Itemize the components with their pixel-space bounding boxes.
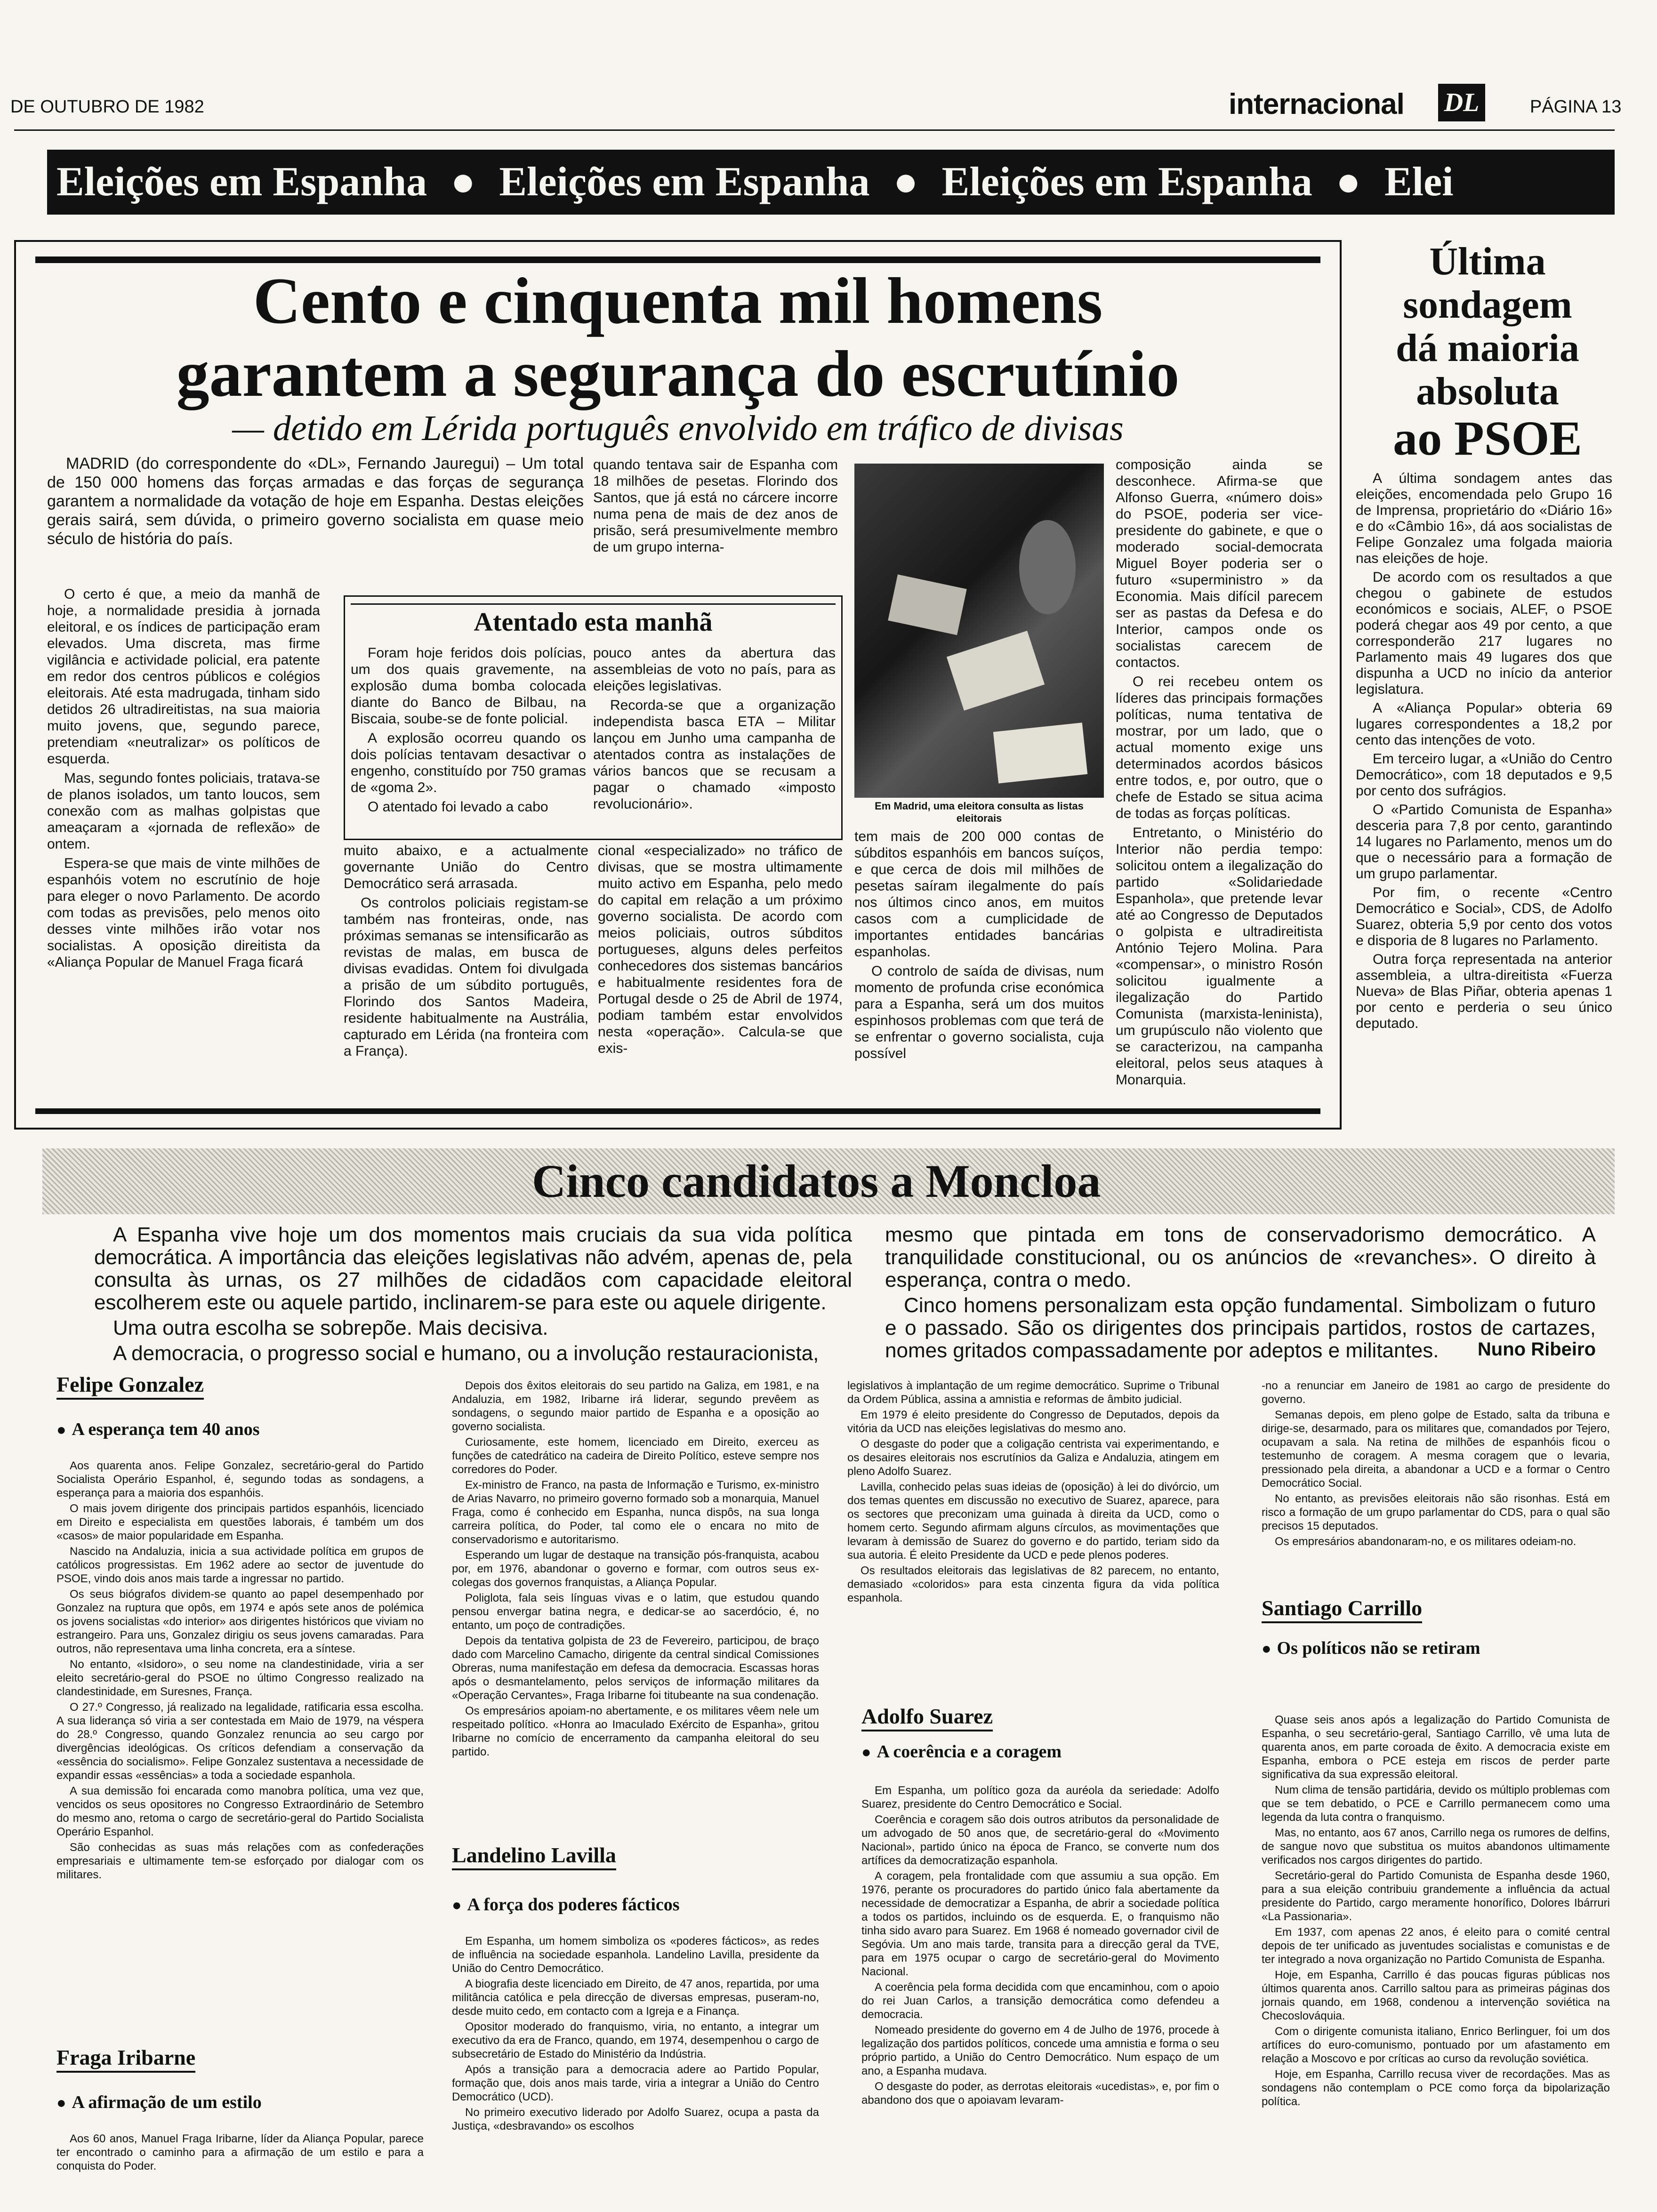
lavilla-body-continued: legislativos à implantação de um regime democrático. Suprime o Tribunal da Ordem Pública, assina a amnistia e reformas de âmbito judicial. Em 1979 é eleito presidente do Congresso de Deputados, depois da vitória da UCD nas eleições legislativas do mesmo ano. O desgaste do poder que a coligação centrista vai experimentando, e os desaires eleitorais nos escrutínios da Galiza e Andaluzia, atingem em pleno Adolfo Suarez. Lavilla, conhecido pelas suas ideias de (oposição) à lei do divórcio, um dos temas quentes em discussão no executivo de Suarez, aparece, para os sectores que preconizam uma guinada à direita da UCD, como o homem certo. Segundo afirmam alguns círculos, as movimentações que levaram à demissão de Suarez do governo e do partido, teriam sido da sua autoria. É eleito Presidente da UCD e pede plenos poderes. Os resultados eleitorais das legislativas de 82 parecem, no entanto, demasiado «coloridos» para esta cinzenta figura da vida política espanhola. xyxy=(847,1379,1219,1604)
sidebar-headline-line: ao PSOE xyxy=(1393,411,1582,465)
attack-box-col-1: Foram hoje feridos dois polícias, um dos quais gravemente, na explosão duma bomba colocada diante do Banco de Bilbau, na Biscaia, soube-se de fonte policial. A explosão ocorreu quando os dois polícias tentavam desactivar o engenho, constituído por 750 gramas de «goma 2». O atentado foi levado a cabo xyxy=(351,645,586,815)
suarez-heading: Adolfo Suarez xyxy=(861,1704,993,1731)
bullet-icon: ● xyxy=(1262,1640,1271,1658)
lavilla-heading: Landelino Lavilla xyxy=(452,1843,616,1870)
lavilla-kicker xyxy=(452,1894,680,1915)
bullet-icon: ● xyxy=(452,1897,462,1914)
lavilla-kicker-text: A força dos poderes fácticos xyxy=(467,1895,680,1915)
subheadline: — detido em Lérida português envolvido em tráfico de divisas xyxy=(232,409,1124,448)
sidebar-headline-line: Última xyxy=(1429,240,1546,283)
elections-banner xyxy=(47,150,1615,215)
sidebar-headline xyxy=(1356,240,1619,464)
gonzalez-heading: Felipe Gonzalez xyxy=(56,1372,204,1400)
carrillo-body: Quase seis anos após a legalização do Partido Comunista de Espanha, o seu secretário-geral, Santiago Carrillo, vê uma luta de quarenta anos, em parte coroada de êxito. A democracia existe em Espanha, embora o PCE esteja em riscos de perder parte significativa da sua expressão eleitoral. Num clima de tensão partidária, devido os múltiplo problemas com que se tem debatido, o PCE e Carrillo permanecem como uma legenda da luta contra o franquismo. Mas, no entanto, aos 67 anos, Carrillo nega os rumores de delfins, de sangue novo que substitua os muitos abandonos ultimamente verificados nos cargos dirigentes do partido. Secretário-geral do Partido Comunista de Espanha desde 1960, para a sua eleição contribuiu grandemente a influência da actual presidente do Partido, cargo meramente honorífico, Dolores Ibárruri «La Passionaria». Em 1937, com apenas 22 anos, é eleito para o comité central depois de ter unificado as juventudes socialistas e comunistas e de ter integrado a nova organização no Partido Comunista de Espanha. Hoje, em Espanha, Carrillo é das poucas figuras públicas nos últimos quarenta anos. Carrillo saltou para as primeiras páginas dos jornais quando, em 1968, condenou a intervenção soviética na Checoslováquia. Com o dirigente comunista italiano, Enrico Berlinguer, foi um dos artífices do euro-comunismo, pontuado por um afastamento em relação a Moscovo e por críticas ao curso da revolução soviética. Hoje, em Espanha, Carrillo recusa viver de recordações. Mas as sondagens não contemplam o PCE como força da bipolarização política. xyxy=(1262,1714,1610,2108)
sidebar-headline-line: absoluta xyxy=(1416,369,1559,413)
carrillo-kicker-text: Os políticos não se retiram xyxy=(1277,1638,1480,1658)
fraga-body: Aos 60 anos, Manuel Fraga Iribarne, líder da Aliança Popular, parece ter encontrado o caminho para a afirmação de um estilo e para a conquista do Poder. xyxy=(56,2132,424,2172)
fraga-heading: Fraga Iribarne xyxy=(56,2045,195,2073)
main-col-4-bottom: tem mais de 200 000 contas de súbditos espanhóis em bancos suíços, e que cerca de dois mil milhões de pesetas saíram ilegalmente do país nos últimos cinco anos, em muitos casos com a cumplicidade de importantes entidades bancárias espanholas. O controlo de saída de divisas, num momento de profunda crise económica para a Espanha, será um dos muitos espinhosos problemas com que terá de se enfrentar o governo socialista, cuja possível xyxy=(854,829,1104,1061)
banner-item: Eleições em Espanha xyxy=(56,159,427,205)
main-col-1: O certo é que, a meio da manhã de hoje, a normalidade presidia à jornada eleitoral, e os índices de participação eram elevados. Uma discreta, mas firme vigilância e actividade policial, era patente em redor dos centros públicos e colégios eleitorais. Até esta madrugada, tinham sido detidos 26 ultradireitistas, na sua maioria muito jovens, que, segundo parece, pretendiam «neutralizar» os políticos de esquerda. Mas, segundo fontes policiais, tratava-se de planos isolados, um tanto loucos, sem conexão com as malhas golpistas que ameaçaram a «jornada de reflexão» de ontem. Espera-se que mais de vinte milhões de espanhóis votem no escrutínio de hoje para eleger o novo Parlamento. De acordo com todas as previsões, pelo menos oito desses vinte milhões irão votar nos socialistas. A oposição direitista da «Aliança Popular de Manuel Fraga ficará xyxy=(47,586,320,970)
fraga-body-continued: Depois dos êxitos eleitorais do seu partido na Galiza, em 1981, e na Andaluzia, em 1982, Iribarne irá liderar, segundo prevêem as sondagens, o segundo maior partido de Espanha e a oposição ao governo socialista. Curiosamente, este homem, licenciado em Direito, exerceu as funções de catedrático na cadeira de Direito Político, esteve sempre nos corredores do Poder. Ex-ministro de Franco, na pasta de Informação e Turismo, ex-ministro de Arias Navarro, no primeiro governo formado sob a monarquia, Manuel Fraga, como é conhecido em Espanha, nunca dispôs, na sua longa carreira política, do Poder, tal como ele o encara no mito de conservadorismo e autoritarismo. Esperando um lugar de destaque na transição pós-franquista, acabou por, em 1976, abandonar o governo e formar, com outros seus ex-colegas dos governos franquistas, a Aliança Popular. Poliglota, fala seis línguas vivas e o latim, que estudou quando pensou envergar batina negra, e dedicar-se ao sacerdócio, é, no entanto, um poço de contradições. Depois da tentativa golpista de 23 de Fevereiro, participou, de braço dado com Marcelino Camacho, dirigente da central sindical Comissiones Obreras, numa manifestação em defesa da democracia. Escassas horas após o desmantelamento, pelos serviços de informação militares da «Operação Cervantes», Fraga Iribarne foi titubeante na sua condenação. Os empresários apoiam-no abertamente, e os militares vêem nele um respeitado político. «Honra ao Imaculado Exército de Espanha», gritou Iribarne no comício de encerramento da campanha eleitoral do seu partido. xyxy=(452,1379,819,1758)
ballot-paper xyxy=(993,722,1087,783)
suarez-kicker xyxy=(861,1741,1062,1762)
gonzalez-kicker-text: A esperança tem 40 anos xyxy=(72,1419,260,1439)
banner-item: Elei xyxy=(1384,159,1454,205)
main-story-bottom-rule xyxy=(35,1108,1320,1114)
suarez-kicker-text: A coerência e a coragem xyxy=(877,1742,1062,1762)
header-rule xyxy=(14,129,1615,131)
bullet-icon: ● xyxy=(450,159,476,205)
photo-caption: Em Madrid, uma eleitora consulta as listas eleitorais xyxy=(875,800,1084,824)
lavilla-body: Em Espanha, um homem simboliza os «poderes fácticos», as redes de influência na sociedade espanhola. Landelino Lavilla, presidente da União do Centro Democrático. A biografia deste licenciado em Direito, de 47 anos, repartida, por uma militância católica e pela direcção de diversas empresas, puseram-no, desde muito cedo, em contacto com a Igreja e a Finança. Opositor moderado do franquismo, viria, no entanto, a integrar um executivo da era de Franco, quando, em 1974, desempenhou o cargo de subsecretário de Estado do Ministério da Indústria. Após a transição para a democracia adere ao Partido Popular, formação que, dois anos mais tarde, viria a integrar a União do Centro Democrático (UCD). No primeiro executivo liderado por Adolfo Suarez, ocupa a pasta da Justiça, «desbravando» os escolhos xyxy=(452,1935,819,2132)
moncloa-intro-left: A Espanha vive hoje um dos momentos mais cruciais da sua vida política democrática. A importância das eleições legislativas não advém, apenas de, pela consulta às urnas, os 27 milhões de cidadãos com capacidade eleitoral escolherem este ou aquele partido, inclinarem-se para este ou aquele dirigente. Uma outra escolha se sobrepõe. Mais decisiva. A democracia, o progresso social e humano, ou a involução restauracionista, xyxy=(94,1223,852,1365)
moncloa-intro-right: mesmo que pintada em tons de conservadorismo democrático. A tranquilidade constitucional, ou os anúncios de «revanches». O direito à esperança, contra o medo. Cinco homens personalizam esta opção fundamental. Simbolizam o futuro e o passado. São os dirigentes dos principais partidos, rostos de cartazes, nomes gritados compassadamente por adeptos e militantes. xyxy=(885,1223,1596,1362)
bullet-icon: ● xyxy=(56,1421,66,1439)
moncloa-title: Cinco candidatos a Moncloa xyxy=(532,1155,1101,1207)
voter-hand xyxy=(1019,520,1076,614)
banner-item: Eleições em Espanha xyxy=(941,159,1312,205)
lede-paragraph: MADRID (do correspondente do «DL», Fernando Jauregui) – Um total de 150 000 homens das forças armadas e das forças de segurança garantem a normalidade da votação de hoje em Espanha. Destas eleições gerais sairá, sem dúvida, o primeiro governo socialista em quase meio século de história do país. xyxy=(47,455,584,548)
carrillo-heading: Santiago Carrillo xyxy=(1262,1595,1422,1623)
carrillo-kicker xyxy=(1262,1638,1480,1659)
main-col-2-top: quando tentava sair de Espanha com 18 milhões de pesetas. Florindo dos Santos, que já está no cárcere incorre numa pena de mais de dez anos de prisão, será presumivelmente membro de um grupo interna- xyxy=(593,457,838,555)
ballot-paper xyxy=(888,574,967,635)
page-date: DE OUTUBRO DE 1982 xyxy=(10,97,204,117)
suarez-body-continued: -no a renunciar em Janeiro de 1981 ao cargo de presidente do governo. Semanas depois, em pleno golpe de Estado, salta da tribuna e dirige-se, desarmado, para os militares que, comandados por Tejero, ocupavam a sala. Na retina de milhões de espanhóis ficou o testemunho de coragem. A mesma coragem que o levaria, pressionado pela direita, a abandonar a UCD e a formar o Centro Democrático Social. No entanto, as previsões eleitorais não são risonhas. Está em risco a formação de um grupo parlamentar do CDS, para o qual são precisos 15 deputados. Os empresários abandonaram-no, e os militares odeiam-no. xyxy=(1262,1379,1610,1548)
headline-line-1: Cento e cinquenta mil homens xyxy=(253,264,1103,337)
gonzalez-kicker xyxy=(56,1419,260,1440)
attack-box-rule xyxy=(351,603,836,605)
fraga-kicker-text: A afirmação de um estilo xyxy=(72,2092,262,2112)
main-col-3-bottom: cional «especializado» no tráfico de divisas, que se mostra ultimamente muito activo em Espanha, pelo medo do capital em relação a um próximo governo socialista. De acordo com meios policiais, outros súbditos portugueses, alguns deles perfeitos conhecedores dos sistemas bancários e habitualmente residentes fora de Portugal desde o 25 de Abril de 1974, podiam também estar envolvidos nesta «operação». Calcula-se que exis- xyxy=(598,843,843,1056)
page-number: PÁGINA 13 xyxy=(1530,97,1622,117)
moncloa-author: Nuno Ribeiro xyxy=(1477,1339,1596,1360)
banner-item: Eleições em Espanha xyxy=(499,159,870,205)
attack-box-title: Atentado esta manhã xyxy=(474,608,713,637)
attack-box-col-2: pouco antes da abertura das assembleias de voto no país, para as eleições legislativas. Recorda-se que a organização independista basca ETA – Militar lançou em Junho uma campanha de atentados contra as instalações de vários bancos que se recusam a pagar o chamado «imposto revolucionário». xyxy=(593,645,836,812)
bullet-icon: ● xyxy=(861,1744,871,1761)
polling-photo xyxy=(854,464,1104,798)
sidebar-headline-line: dá maioria xyxy=(1396,326,1579,370)
bullet-icon: ● xyxy=(56,2094,66,2112)
bullet-icon: ● xyxy=(893,159,918,205)
moncloa-banner xyxy=(42,1148,1615,1214)
main-story-top-rule xyxy=(35,256,1320,263)
main-col-2-bottom: muito abaixo, e a actualmente governante União do Centro Democrático será arrasada. Os controlos policiais registam-se também nas fronteiras, onde, nas próximas semanas se intensificarão as revistas de malas, em busca de divisas evadidas. Ontem foi divulgada a prisão de um súbdito português, Florindo dos Santos Madeira, residente habitualmente na Austrália, capturado em Lérida (na fronteira com a França). xyxy=(344,843,588,1059)
section-name: internacional xyxy=(1229,88,1404,120)
suarez-body: Em Espanha, um político goza da auréola da seriedade: Adolfo Suarez, presidente do Centro Democrático e Social. Coerência e coragem são dois outros atributos da personalidade de um advogado de 50 anos que, de secretário-geral do «Movimento Nacional», partido único na época de Franco, se converte num dos artífices da democratização espanhola. A coragem, pela frontalidade com que assumiu a sua opção. Em 1976, perante os procuradores do partido único fala abertamente da necessidade de democratizar a Espanha, de abrir a sociedade política a todos os partidos, incluindo os de esquerda. E, o franquismo não tinha sido avaro para Suarez. Em 1968 é nomeado governador civil de Segóvia. Um ano mais tarde, transita para a direcção geral da TVE, para em 1975 ocupar o cargo de secretário-geral do Movimento Nacional. A coerência pela forma decidida com que encaminhou, com o apoio do rei Juan Carlos, a transição democrática como defendeu a democracia. Nomeado presidente do governo em 4 de Julho de 1976, procede à legalização dos partidos políticos, concede uma amnistia e forma o seu próprio partido, a União do Centro Democrático. Num espaço de um ano, a Espanha mudava. O desgaste do poder, as derrotas eleitorais «ucedistas», e, por fim o abandono dos que o apoiavam levaram- xyxy=(861,1784,1219,2107)
bullet-icon: ● xyxy=(1335,159,1361,205)
main-col-5: composição ainda se desconhece. Afirma-se que Alfonso Guerra, «número dois» do PSOE, poderia ser vice-presidente do gabinete, e que o moderado social-democrata Miguel Boyer poderia ser o futuro «superministro » da Economia. Mais difícil parecem ser as pastas da Defesa e do Interior, campos onde os socialistas carecem de contactos. O rei recebeu ontem os líderes das principais formações políticas, numa tentativa de mostrar, por um lado, que o actual momento exige uns determinados acordos básicos entre todos, e, por outro, que o chefe de Estado se situa acima de todas as forças políticas. Entretanto, o Ministério do Interior não perdia tempo: solicitou ontem a ilegalização do partido «Solidariedade Espanhola», que pretende levar até ao Congresso de Deputados o golpista e ultradireitista António Tejero Molina. Para «compensar», o ministro Rosón solicitou igualmente a ilegalização do Partido Comunista (marxista-leninista), um grupúsculo não violento que se caracterizou, na campanha eleitoral, pelos seus ataques à Monarquia. xyxy=(1116,457,1323,1088)
dl-logo: DL xyxy=(1438,84,1485,121)
sidebar-body: A última sondagem antes das eleições, encomendada pelo Grupo 16 de Imprensa, proprietário do «Diário 16» e do «Câmbio 16», dá aos socialistas de Felipe Gonzalez uma folgada maioria nas eleições de hoje. De acordo com os resultados a que chegou o gabinete de estudos económicos e sociais, ALEF, o PSOE poderá chegar aos 49 por cento, a que corresponderão 217 lugares no Parlamento mais 49 lugares dos que dispunha a UCD no início da anterior legislatura. A «Aliança Popular» obteria 69 lugares correspondentes a 18,2 por cento das intenções de voto. Em terceiro lugar, a «União do Centro Democrático», com 18 deputados e 9,5 por cento dos sufrágios. O «Partido Comunista de Espanha» desceria para 7,8 por cento, garantindo 14 lugares no Parlamento, menos um do que o necessário para a formação de um grupo parlamentar. Por fim, o recente «Centro Democrático e Social», CDS, de Adolfo Suarez, obteria 5,9 por cento dos votos e disporia de 8 lugares no Parlamento. Outra força representada na anterior assembleia, a ultra-direitista «Fuerza Nueva» de Blas Piñar, obteria apenas 1 por cento e perderia o seu único deputado. xyxy=(1356,471,1612,1031)
gonzalez-body: Aos quarenta anos. Felipe Gonzalez, secretário-geral do Partido Socialista Operário Espanhol, é, segundo todas as sondagens, a esperança para a maioria dos espanhóis. O mais jovem dirigente dos principais partidos espanhóis, licenciado em Direito e especialista em questões laborais, é também um dos «casos» de maior popularidade em Espanha. Nascido na Andaluzia, inicia a sua actividade política em grupos de católicos progressistas. Em 1962 adere ao sector de juventude do PSOE, vindo dois anos mais tarde a ingressar no partido. Os seus biógrafos dividem-se quanto ao papel desempenhado por Gonzalez na ruptura que opôs, em 1974 e após sete anos de polémica os jovens socialistas «do interior» aos dirigentes históricos que viviam no estrangeiro. Para uns, Gonzalez dirigiu os seus jovens camaradas. Para outros, não representava uma linha concreta, era a síntese. No entanto, «Isidoro», o seu nome na clandestinidade, viria a ser eleito secretário-geral do PSOE no último Congresso realizado na clandestinidade, em Suresnes, França. O 27.º Congresso, já realizado na legalidade, ratificaria essa escolha. A sua liderança só viria a ser contestada em Maio de 1979, na véspera do 28.º Congresso, quando Gonzalez renuncia ao seu cargo por divergências ideológicas. Os críticos defendiam a conservação da «essência do socialismo». Felipe Gonzalez sustentava a necessidade de expandir essas «essências» a toda a sociedade espanhola. A sua demissão foi encarada como manobra política, uma vez que, vencidos os seus opositores no Congresso Extraordinário de Setembro do mesmo ano, retoma o cargo de secretário-geral do Partido Socialista Operário Espanhol. São conhecidas as suas más relações com as confederações empresariais e ultimamente tem-se esforçado por dialogar com os militares. xyxy=(56,1459,424,1881)
ballot-paper xyxy=(947,631,1045,711)
fraga-kicker xyxy=(56,2092,262,2113)
headline-line-2: garantem a segurança do escrutínio xyxy=(176,337,1180,410)
sidebar-headline-line: sondagem xyxy=(1403,283,1572,327)
